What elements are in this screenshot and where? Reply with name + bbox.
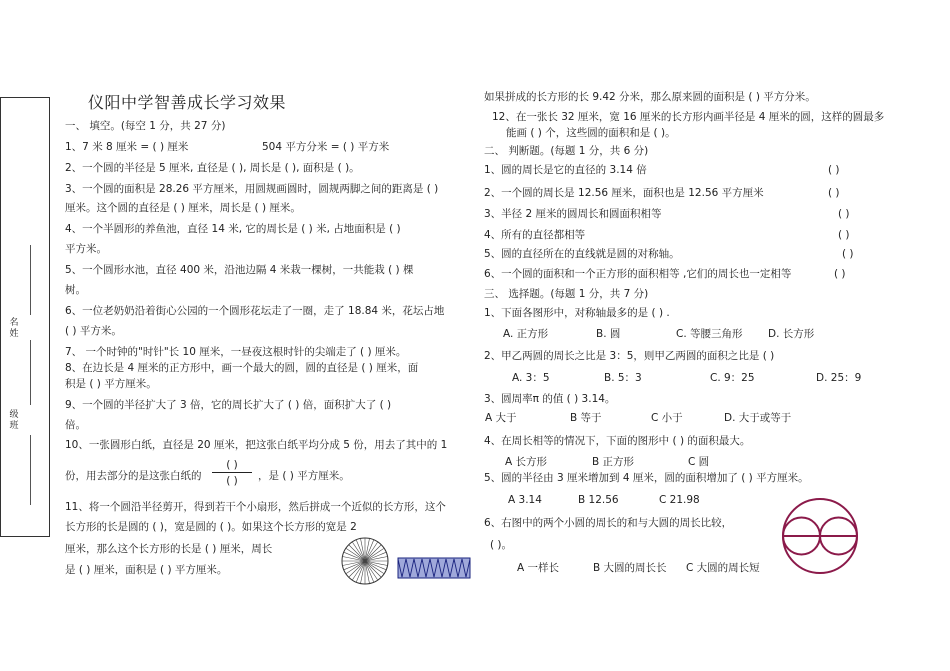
q11-line-2: 长方形的长是圆的 ( )，宽是圆的 ( )。如果这个长方形的宽是 2 [65,521,357,533]
choice-2-option-a: A. 3：5 [512,372,550,384]
q3-line-1: 3、一个圆的面积是 28.26 平方厘米，用圆规画圆时，圆规两脚之间的距离是 ( ) [65,183,439,195]
judge-5: 5、圆的直径所在的直线就是圆的对称轴。 [484,248,680,260]
choice-4: 4、在周长相等的情况下，下面的图形中 ( ) 的面积最大。 [484,435,751,447]
choice-2-option-c: C. 9：25 [710,372,755,384]
q9-line-2: 倍。 [65,419,86,431]
choice-1-option-a: A. 正方形 [503,328,549,340]
choice-5-option-c: C 21.98 [659,494,700,506]
choice-4-option-b: B 正方形 [592,456,635,468]
q6-line-1: 6、一位老奶奶沿着街心公园的一个圆形花坛走了一圈，走了 18.84 米，花坛占地 [65,305,445,317]
q10-line-2b: ，是 ( ) 平方厘米。 [258,470,350,482]
choice-4-option-c: C 圆 [688,456,710,468]
three-circles-figure [778,496,862,576]
q10-fraction-denominator: ( ) [226,475,238,487]
q11-line-4: 是 ( ) 厘米，面积是 ( ) 平方厘米。 [65,564,228,576]
q10-line-1: 10、一张圆形白纸，直径是 20 厘米，把这张白纸平均分成 5 份，用去了其中的 1 [65,439,448,451]
q11-continued: 如果拼成的长方形的长 9.42 分米，那么原来圆的面积是 ( ) 平方分米。 [484,91,816,103]
q11-line-3: 厘米，那么这个长方形的长是 ( ) 厘米，周长 [65,543,273,555]
q4-line-2: 平方米。 [65,243,107,255]
q2-text: 2、一个圆的半径是 5 厘米, 直径是 ( ), 周长是 ( ), 面积是 ( )。 [65,162,360,174]
judge-1: 1、圆的周长是它的直径的 3.14 倍 [484,164,647,176]
choice-1-option-c: C. 等腰三角形 [676,328,743,340]
judge-5-answer: ( ) [842,248,854,260]
sector-line [349,545,365,561]
sector-line [365,545,381,561]
choice-3-option-d: D. 大于或等于 [724,412,792,424]
choice-5: 5、圆的半径由 3 厘米增加到 4 厘米，圆的面积增加了 ( ) 平方厘米。 [484,472,809,484]
q12-line-1: 12、在一张长 32 厘米，宽 16 厘米的长方形内画半径是 4 厘米的圆，这样的圆最多 [492,111,885,123]
q8-line-2: 积是 ( ) 平方厘米。 [65,378,157,390]
binding-margin-box [0,97,50,537]
q1-part-b: 504 平方分米 = ( ) 平方米 [262,141,390,153]
sector-circle-figure [340,536,390,586]
judge-6-answer: ( ) [834,268,846,280]
class-label: 级班 [9,410,19,431]
choice-2: 2、甲乙两圆的周长之比是 3：5，则甲乙两圆的面积之比是 ( ) [484,350,775,362]
q11-line-1: 11、将一个圆沿半径剪开，得到若干个小扇形，然后拼成一个近似的长方形，这个 [65,501,446,513]
choice-6-option-a: A 一样长 [517,562,560,574]
judge-6: 6、一个圆的面积和一个正方形的面积相等 ,它们的周长也一定相等 [484,268,792,280]
q10-fraction-bar [212,472,252,473]
choice-2-option-d: D. 25：9 [816,372,862,384]
judge-4-answer: ( ) [838,229,850,241]
q5-line-2: 树。 [65,284,86,296]
q1-part-a: 1、7 米 8 厘米 = ( ) 厘米 [65,141,189,153]
q10-fraction-numerator: ( ) [226,459,238,471]
judge-3-answer: ( ) [838,208,850,220]
section-2-heading: 二、 判断题。(每题 1 分，共 6 分) [484,145,649,157]
judge-2: 2、一个圆的周长是 12.56 厘米，面积也是 12.56 平方厘米 [484,187,764,199]
class-line [30,435,31,505]
choice-6-line-2: ( )。 [490,539,513,551]
q8-line-1: 8、在边长是 4 厘米的正方形中，画一个最大的圆，圆的直径是 ( ) 厘米，面 [65,362,419,374]
name-line-lower [30,340,31,405]
choice-4-option-a: A 长方形 [505,456,548,468]
choice-1-option-b: B. 圆 [596,328,621,340]
name-label: 名姓 [9,318,19,339]
choice-3-option-a: A 大于 [485,412,517,424]
choice-1: 1、下面各图形中，对称轴最多的是 ( ) . [484,307,670,319]
q5-line-1: 5、一个圆形水池，直径 400 米，沿池边隔 4 米栽一棵树，一共能栽 ( ) 棵 [65,264,414,276]
choice-5-option-a: A 3.14 [508,494,542,506]
judge-3: 3、半径 2 厘米的圆周长和圆面积相等 [484,208,662,220]
q9-line-1: 9、一个圆的半径扩大了 3 倍，它的周长扩大了 ( ) 倍，面积扩大了 ( ) [65,399,392,411]
page-title: 仪阳中学智善成长学习效果 [88,93,287,112]
zigzag-rectangle-figure [397,557,471,579]
q4-line-1: 4、一个半圆形的养鱼池，直径 14 米, 它的周长是 ( ) 米, 占地面积是 ( ) [65,223,401,235]
q12-line-2: 能画 ( ) 个，这些圆的面积和是 ( )。 [506,127,676,139]
judge-4: 4、所有的直径都相等 [484,229,586,241]
section-3-heading: 三、 选择题。(每题 1 分，共 7 分) [484,288,649,300]
q10-line-2a: 份，用去部分的是这张白纸的 [65,470,202,482]
name-line-upper [30,245,31,315]
choice-3-option-c: C 小于 [651,412,683,424]
choice-6-option-c: C 大圆的周长短 [686,562,760,574]
choice-6-option-b: B 大圆的周长长 [593,562,667,574]
choice-2-option-b: B. 5：3 [604,372,642,384]
q6-line-2: ( ) 平方米。 [65,325,122,337]
choice-1-option-d: D. 长方形 [768,328,815,340]
q7-text: 7、 一个时钟的"时针"长 10 厘米，一昼夜这根时针的尖端走了 ( ) 厘米。 [65,346,407,358]
choice-3-option-b: B 等于 [570,412,602,424]
choice-6-line-1: 6、右图中的两个小圆的周长的和与大圆的周长比较， [484,517,733,529]
sector-line [349,561,365,577]
judge-2-answer: ( ) [828,187,840,199]
judge-1-answer: ( ) [828,164,840,176]
choice-3: 3、圆周率π 的值 ( ) 3.14。 [484,393,616,405]
sector-line [365,561,381,577]
section-1-heading: 一、 填空。(每空 1 分，共 27 分) [65,120,226,132]
q3-line-2: 厘米。这个圆的直径是 ( ) 厘米，周长是 ( ) 厘米。 [65,202,301,214]
choice-5-option-b: B 12.56 [578,494,619,506]
